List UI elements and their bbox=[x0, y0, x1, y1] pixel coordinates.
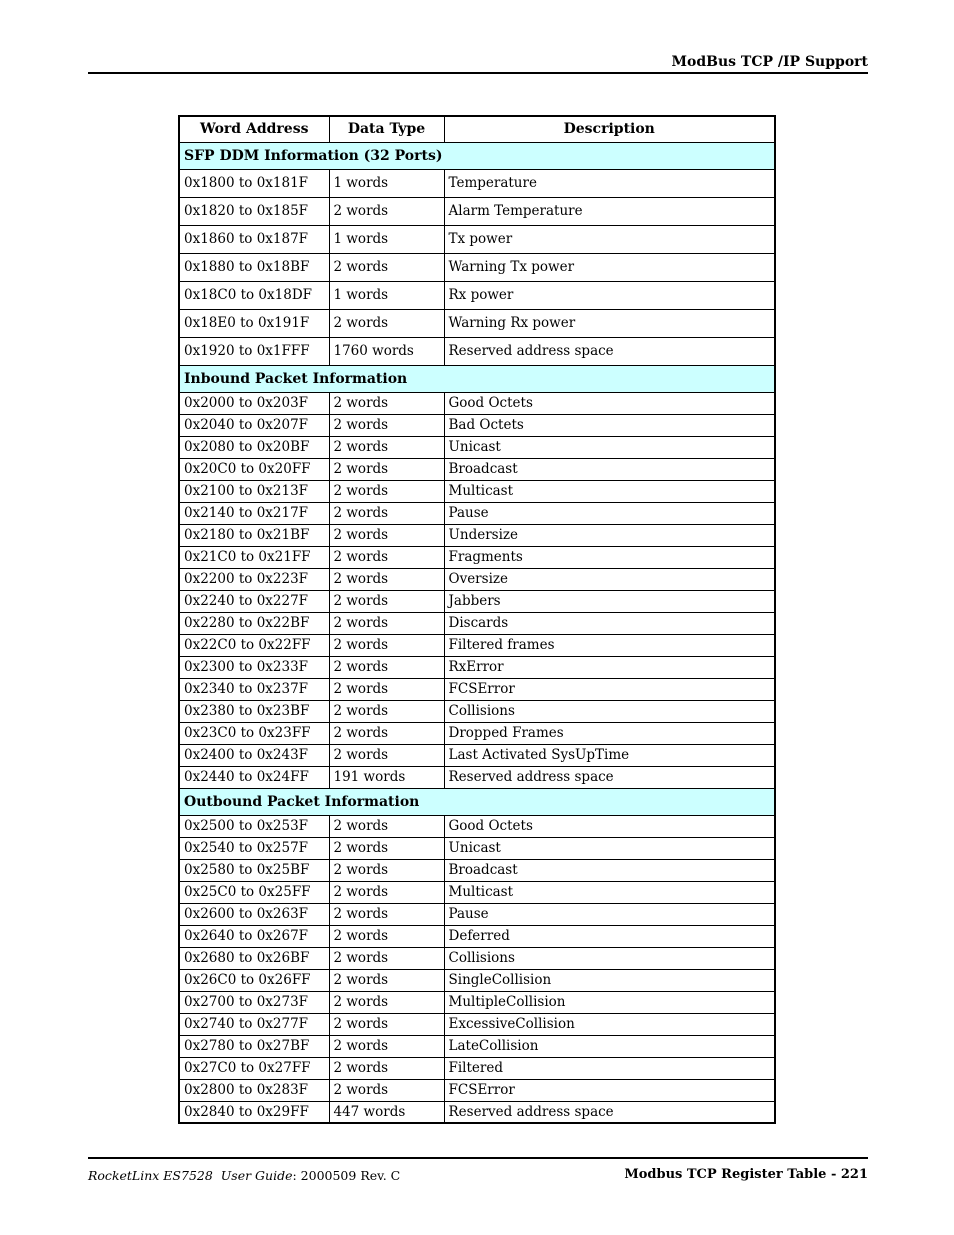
data-type-cell: 2 words bbox=[329, 253, 444, 281]
word-address-cell: 0x2300 to 0x233F bbox=[179, 656, 329, 678]
data-type-cell: 447 words bbox=[329, 1101, 444, 1123]
description-cell: Last Activated SysUpTime bbox=[444, 744, 775, 766]
word-address-cell: 0x2540 to 0x257F bbox=[179, 837, 329, 859]
word-address-cell: 0x2600 to 0x263F bbox=[179, 903, 329, 925]
data-type-cell: 2 words bbox=[329, 859, 444, 881]
word-address-cell: 0x1820 to 0x185F bbox=[179, 197, 329, 225]
data-type-cell: 2 words bbox=[329, 634, 444, 656]
table-row bbox=[179, 309, 775, 337]
word-address-cell: 0x2240 to 0x227F bbox=[179, 590, 329, 612]
description-cell: Good Octets bbox=[444, 392, 775, 414]
table-row bbox=[179, 903, 775, 925]
description-cell: Warning Tx power bbox=[444, 253, 775, 281]
description-cell: Reserved address space bbox=[444, 766, 775, 788]
description-cell: Multicast bbox=[444, 480, 775, 502]
table-row bbox=[179, 1079, 775, 1101]
table-row bbox=[179, 169, 775, 197]
section-header-row bbox=[179, 142, 775, 169]
data-type-cell: 1 words bbox=[329, 169, 444, 197]
table-row bbox=[179, 656, 775, 678]
data-type-cell: 2 words bbox=[329, 925, 444, 947]
section-header-row bbox=[179, 788, 775, 815]
description-cell: Temperature bbox=[444, 169, 775, 197]
table-row bbox=[179, 766, 775, 788]
description-cell: FCSError bbox=[444, 1079, 775, 1101]
section-header-row bbox=[179, 365, 775, 392]
table-row bbox=[179, 480, 775, 502]
description-cell: Jabbers bbox=[444, 590, 775, 612]
header-rule bbox=[88, 72, 868, 74]
word-address-cell: 0x2800 to 0x283F bbox=[179, 1079, 329, 1101]
table-row bbox=[179, 436, 775, 458]
data-type-cell: 2 words bbox=[329, 590, 444, 612]
word-address-cell: 0x2500 to 0x253F bbox=[179, 815, 329, 837]
word-address-cell: 0x2340 to 0x237F bbox=[179, 678, 329, 700]
table-row bbox=[179, 947, 775, 969]
footer-doc-title-italic: RocketLinx ES7528 User Guide bbox=[88, 1168, 293, 1183]
description-cell: Alarm Temperature bbox=[444, 197, 775, 225]
table-row bbox=[179, 197, 775, 225]
data-type-cell: 2 words bbox=[329, 480, 444, 502]
word-address-cell: 0x26C0 to 0x26FF bbox=[179, 969, 329, 991]
table-row bbox=[179, 524, 775, 546]
data-type-cell: 2 words bbox=[329, 414, 444, 436]
word-address-cell: 0x2840 to 0x29FF bbox=[179, 1101, 329, 1123]
data-type-cell: 2 words bbox=[329, 436, 444, 458]
column-header-data-type: Data Type bbox=[329, 116, 444, 142]
description-cell: Collisions bbox=[444, 700, 775, 722]
data-type-cell: 2 words bbox=[329, 837, 444, 859]
data-type-cell: 2 words bbox=[329, 546, 444, 568]
data-type-cell: 2 words bbox=[329, 309, 444, 337]
word-address-cell: 0x1880 to 0x18BF bbox=[179, 253, 329, 281]
word-address-cell: 0x2780 to 0x27BF bbox=[179, 1035, 329, 1057]
data-type-cell: 2 words bbox=[329, 722, 444, 744]
description-cell: Pause bbox=[444, 502, 775, 524]
word-address-cell: 0x22C0 to 0x22FF bbox=[179, 634, 329, 656]
table-row bbox=[179, 815, 775, 837]
table-header-row bbox=[179, 116, 775, 142]
description-cell: Bad Octets bbox=[444, 414, 775, 436]
table-row bbox=[179, 414, 775, 436]
column-header-description: Description bbox=[444, 116, 775, 142]
footer-rule bbox=[88, 1157, 868, 1159]
description-cell: SingleCollision bbox=[444, 969, 775, 991]
word-address-cell: 0x1920 to 0x1FFF bbox=[179, 337, 329, 365]
description-cell: MultipleCollision bbox=[444, 991, 775, 1013]
word-address-cell: 0x2640 to 0x267F bbox=[179, 925, 329, 947]
table-row bbox=[179, 612, 775, 634]
description-cell: Reserved address space bbox=[444, 1101, 775, 1123]
word-address-cell: 0x2740 to 0x277F bbox=[179, 1013, 329, 1035]
table-row bbox=[179, 925, 775, 947]
description-cell: Good Octets bbox=[444, 815, 775, 837]
table-row bbox=[179, 590, 775, 612]
data-type-cell: 2 words bbox=[329, 991, 444, 1013]
description-cell: LateCollision bbox=[444, 1035, 775, 1057]
data-type-cell: 191 words bbox=[329, 766, 444, 788]
description-cell: Broadcast bbox=[444, 859, 775, 881]
word-address-cell: 0x21C0 to 0x21FF bbox=[179, 546, 329, 568]
description-cell: Warning Rx power bbox=[444, 309, 775, 337]
data-type-cell: 2 words bbox=[329, 1079, 444, 1101]
table-row bbox=[179, 392, 775, 414]
footer-doc-title-regular: : 2000509 Rev. C bbox=[292, 1168, 401, 1183]
description-cell: Undersize bbox=[444, 524, 775, 546]
table-row bbox=[179, 881, 775, 903]
description-cell: RxError bbox=[444, 656, 775, 678]
table-row bbox=[179, 458, 775, 480]
data-type-cell: 2 words bbox=[329, 700, 444, 722]
table-row bbox=[179, 969, 775, 991]
data-type-cell: 2 words bbox=[329, 392, 444, 414]
description-cell: Discards bbox=[444, 612, 775, 634]
register-table-body bbox=[179, 142, 775, 1123]
description-cell: Collisions bbox=[444, 947, 775, 969]
data-type-cell: 2 words bbox=[329, 458, 444, 480]
data-type-cell: 1 words bbox=[329, 281, 444, 309]
table-row bbox=[179, 744, 775, 766]
data-type-cell: 2 words bbox=[329, 656, 444, 678]
data-type-cell: 1 words bbox=[329, 225, 444, 253]
description-cell: ExcessiveCollision bbox=[444, 1013, 775, 1035]
data-type-cell: 2 words bbox=[329, 524, 444, 546]
data-type-cell: 1760 words bbox=[329, 337, 444, 365]
table-row bbox=[179, 253, 775, 281]
word-address-cell: 0x18C0 to 0x18DF bbox=[179, 281, 329, 309]
table-row bbox=[179, 722, 775, 744]
word-address-cell: 0x18E0 to 0x191F bbox=[179, 309, 329, 337]
section-title: SFP DDM Information (32 Ports) bbox=[179, 142, 775, 169]
table-row bbox=[179, 337, 775, 365]
description-cell: Rx power bbox=[444, 281, 775, 309]
word-address-cell: 0x2400 to 0x243F bbox=[179, 744, 329, 766]
description-cell: Pause bbox=[444, 903, 775, 925]
word-address-cell: 0x2580 to 0x25BF bbox=[179, 859, 329, 881]
data-type-cell: 2 words bbox=[329, 881, 444, 903]
page-header-title: ModBus TCP /IP Support bbox=[671, 54, 868, 70]
table-row bbox=[179, 1013, 775, 1035]
footer-page-label: Modbus TCP Register Table - 221 bbox=[624, 1167, 868, 1182]
table-row bbox=[179, 546, 775, 568]
data-type-cell: 2 words bbox=[329, 197, 444, 225]
description-cell: Filtered frames bbox=[444, 634, 775, 656]
word-address-cell: 0x1800 to 0x181F bbox=[179, 169, 329, 197]
table-row bbox=[179, 634, 775, 656]
data-type-cell: 2 words bbox=[329, 568, 444, 590]
description-cell: Unicast bbox=[444, 837, 775, 859]
table-row bbox=[179, 700, 775, 722]
word-address-cell: 0x20C0 to 0x20FF bbox=[179, 458, 329, 480]
word-address-cell: 0x2380 to 0x23BF bbox=[179, 700, 329, 722]
data-type-cell: 2 words bbox=[329, 903, 444, 925]
word-address-cell: 0x2280 to 0x22BF bbox=[179, 612, 329, 634]
data-type-cell: 2 words bbox=[329, 815, 444, 837]
table-row bbox=[179, 1057, 775, 1079]
word-address-cell: 0x2200 to 0x223F bbox=[179, 568, 329, 590]
data-type-cell: 2 words bbox=[329, 969, 444, 991]
word-address-cell: 0x2680 to 0x26BF bbox=[179, 947, 329, 969]
description-cell: Tx power bbox=[444, 225, 775, 253]
data-type-cell: 2 words bbox=[329, 678, 444, 700]
data-type-cell: 2 words bbox=[329, 1057, 444, 1079]
table-row bbox=[179, 568, 775, 590]
word-address-cell: 0x2080 to 0x20BF bbox=[179, 436, 329, 458]
word-address-cell: 0x1860 to 0x187F bbox=[179, 225, 329, 253]
footer-doc-title bbox=[88, 1168, 400, 1183]
table-row bbox=[179, 837, 775, 859]
data-type-cell: 2 words bbox=[329, 744, 444, 766]
data-type-cell: 2 words bbox=[329, 502, 444, 524]
word-address-cell: 0x2140 to 0x217F bbox=[179, 502, 329, 524]
table-row bbox=[179, 859, 775, 881]
word-address-cell: 0x2440 to 0x24FF bbox=[179, 766, 329, 788]
section-title: Inbound Packet Information bbox=[179, 365, 775, 392]
description-cell: Multicast bbox=[444, 881, 775, 903]
table-row bbox=[179, 225, 775, 253]
table-row bbox=[179, 991, 775, 1013]
data-type-cell: 2 words bbox=[329, 612, 444, 634]
description-cell: FCSError bbox=[444, 678, 775, 700]
data-type-cell: 2 words bbox=[329, 1035, 444, 1057]
word-address-cell: 0x2040 to 0x207F bbox=[179, 414, 329, 436]
description-cell: Deferred bbox=[444, 925, 775, 947]
table-row bbox=[179, 678, 775, 700]
table-row bbox=[179, 281, 775, 309]
description-cell: Broadcast bbox=[444, 458, 775, 480]
word-address-cell: 0x25C0 to 0x25FF bbox=[179, 881, 329, 903]
description-cell: Oversize bbox=[444, 568, 775, 590]
description-cell: Reserved address space bbox=[444, 337, 775, 365]
word-address-cell: 0x2180 to 0x21BF bbox=[179, 524, 329, 546]
word-address-cell: 0x23C0 to 0x23FF bbox=[179, 722, 329, 744]
table-row bbox=[179, 1101, 775, 1123]
data-type-cell: 2 words bbox=[329, 1013, 444, 1035]
description-cell: Fragments bbox=[444, 546, 775, 568]
modbus-register-table bbox=[178, 115, 776, 1124]
table-row bbox=[179, 502, 775, 524]
data-type-cell: 2 words bbox=[329, 947, 444, 969]
word-address-cell: 0x2700 to 0x273F bbox=[179, 991, 329, 1013]
description-cell: Dropped Frames bbox=[444, 722, 775, 744]
word-address-cell: 0x27C0 to 0x27FF bbox=[179, 1057, 329, 1079]
word-address-cell: 0x2100 to 0x213F bbox=[179, 480, 329, 502]
description-cell: Filtered bbox=[444, 1057, 775, 1079]
description-cell: Unicast bbox=[444, 436, 775, 458]
section-title: Outbound Packet Information bbox=[179, 788, 775, 815]
word-address-cell: 0x2000 to 0x203F bbox=[179, 392, 329, 414]
column-header-word-address: Word Address bbox=[179, 116, 329, 142]
table-row bbox=[179, 1035, 775, 1057]
